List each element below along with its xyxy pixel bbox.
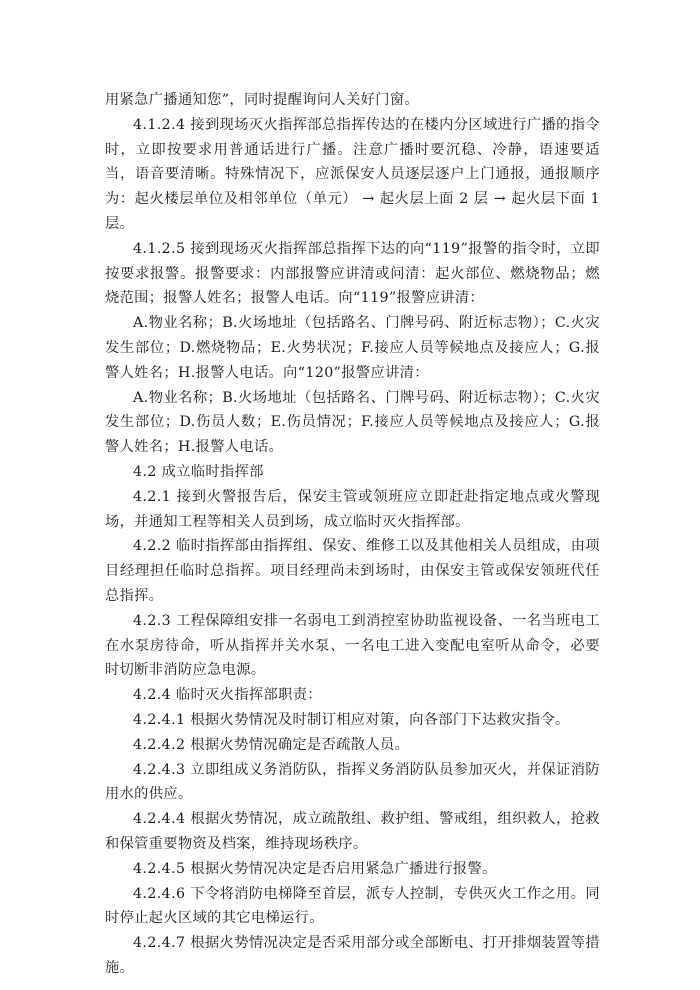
paragraph-4-2-3: 4.2.3 工程保障组安排一名弱电工到消控室协助监视设备、一名当班电工在水泵房待命，听从指挥并关水泵、一名电工进入变配电室听从命令，必要时切断非消防应急电源。 [105, 612, 600, 679]
section-heading-4-2: 4.2 成立临时指挥部 [133, 463, 264, 480]
paragraph-120-report-items: A.物业名称；B.火场地址（包括路名、门牌号码、附近标志物）；C.火灾发生部位；D.伤员人数；E.伤员情况；F.接应人员等候地点及接应人；G.报警人姓名；H.报警人电话。 [105, 389, 600, 456]
paragraph-4-1-2-5: 4.1.2.5 接到现场灭火指挥部总指挥下达的向“119”报警的指令时，立即按要求报警。报警要求：内部报警应讲清或问清：起火部位、燃烧物品；燃烧范围；报警人姓名；报警人电话。向“119”报警应讲清： [105, 240, 600, 307]
paragraph-4-2-4-2: 4.2.4.2 根据火势情况确定是否疏散人员。 [133, 736, 410, 753]
paragraph-4-2-1: 4.2.1 接到火警报告后，保安主管或领班应立即赶赴指定地点或火警现场，并通知工程等相关人员到场，成立临时灭火指挥部。 [105, 488, 600, 530]
paragraph-4-2-4: 4.2.4 临时灭火指挥部职责： [133, 687, 322, 704]
paragraph-continuation: 用紧急广播通知您”，同时提醒询问人关好门窗。 [105, 92, 419, 108]
paragraph-4-2-4-6: 4.2.4.6 下令将消防电梯降至首层，派专人控制，专供灭火工作之用。同时停止起火区域的其它电梯运行。 [105, 885, 600, 927]
paragraph-4-2-4-1: 4.2.4.1 根据火势情况及时制订相应对策，向各部门下达救灾指令。 [133, 711, 570, 728]
paragraph-4-2-4-4: 4.2.4.4 根据火势情况，成立疏散组、救护组、警戒组，组织救人，抢救和保管重要物资及档案，维持现场秩序。 [105, 811, 600, 852]
paragraph-4-1-2-4: 4.1.2.4 接到现场灭火指挥部总指挥传达的在楼内分区域进行广播的指令时，立即按要求用普通话进行广播。注意广播时要沉稳、冷静，语速要适当，语音要清晰。特殊情况下，应派保安人员逐层逐户上门通报，通报顺序为：起火楼层单位及相邻单位（单元） → 起火层上面 2 层 → 起火层下面 1 层。 [105, 116, 600, 232]
paragraph-4-2-4-5: 4.2.4.5 根据火势情况决定是否启用紧急广播进行报警。 [133, 860, 497, 877]
paragraph-4-2-2: 4.2.2 临时指挥部由指挥组、保安、维修工以及其他相关人员组成，由项目经理担任临时总指挥。项目经理尚未到场时，由保安主管或保安领班代任总指挥。 [105, 538, 600, 604]
paragraph-4-2-4-7: 4.2.4.7 根据火势情况决定是否采用部分或全部断电、打开排烟装置等措施。 [105, 935, 600, 976]
paragraph-119-report-items: A.物业名称；B.火场地址（包括路名、门牌号码、附近标志物）；C.火灾发生部位；D.燃烧物品；E.火势状况；F.接应人员等候地点及接应人；G.报警人姓名；H.报警人电话。向“120”报警应讲清： [105, 315, 600, 381]
document-body [105, 88, 600, 981]
paragraph-4-2-4-3: 4.2.4.3 立即组成义务消防队，指挥义务消防队员参加灭火，并保证消防用水的供应。 [105, 761, 600, 803]
